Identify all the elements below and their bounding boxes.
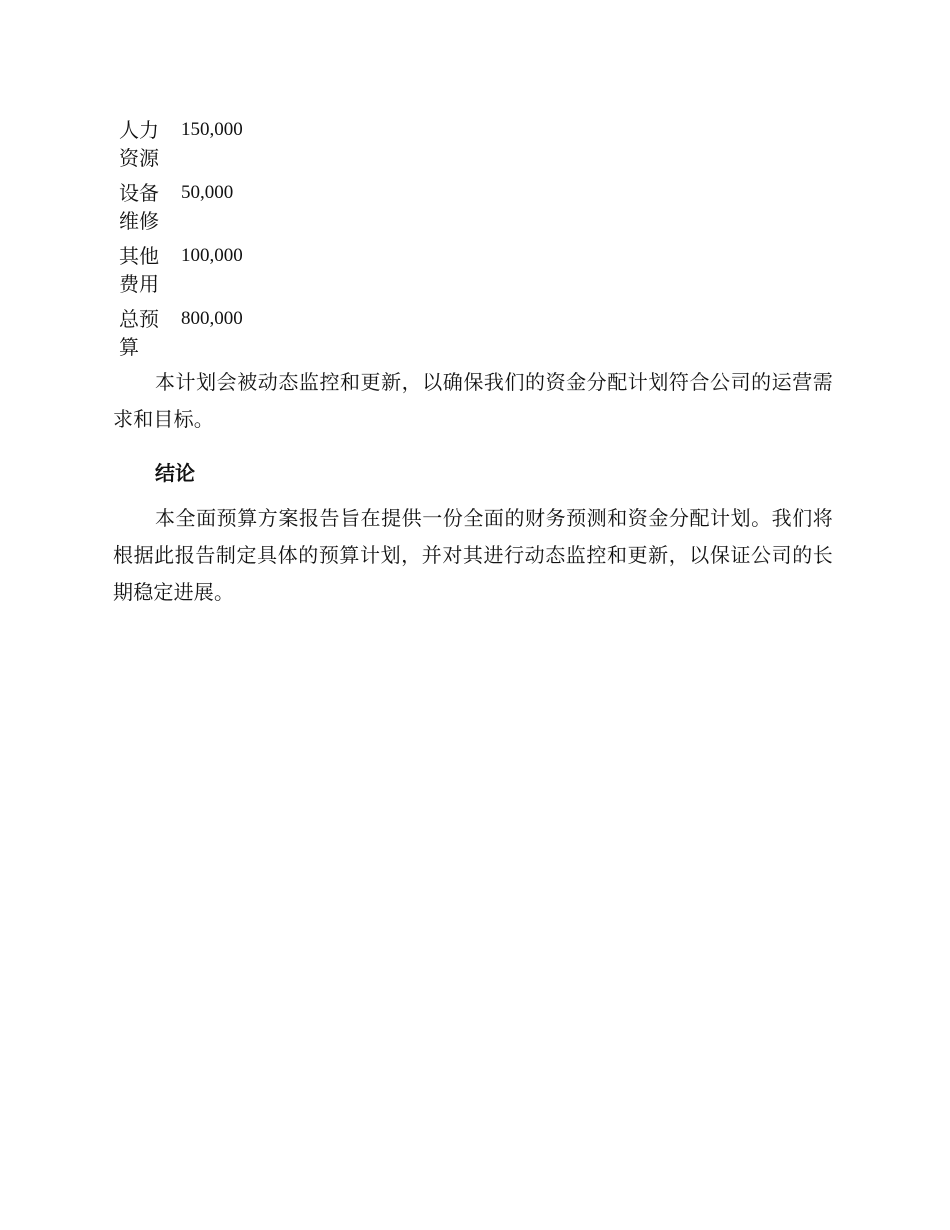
table-row xyxy=(119,301,243,364)
budget-total-amount: 800,000 xyxy=(181,308,243,329)
budget-item-amount: 50,000 xyxy=(181,182,234,203)
document-page xyxy=(113,112,833,611)
table-row xyxy=(119,238,243,301)
budget-table xyxy=(119,112,243,364)
budget-item-label: 设备维修 xyxy=(119,181,159,233)
budget-item-amount: 150,000 xyxy=(181,119,243,140)
budget-total-label: 总预算 xyxy=(119,307,159,359)
budget-item-amount: 100,000 xyxy=(181,245,243,266)
budget-item-label: 人力资源 xyxy=(119,118,159,170)
table-row xyxy=(119,175,243,238)
monitoring-paragraph: 本计划会被动态监控和更新，以确保我们的资金分配计划符合公司的运营需求和目标。 xyxy=(113,370,833,431)
table-row xyxy=(119,112,243,175)
conclusion-paragraph: 本全面预算方案报告旨在提供一份全面的财务预测和资金分配计划。我们将根据此报告制定具体的预算计划，并对其进行动态监控和更新，以保证公司的长期稳定进展。 xyxy=(113,506,833,604)
conclusion-heading: 结论 xyxy=(155,461,195,485)
budget-item-label: 其他费用 xyxy=(119,244,159,296)
